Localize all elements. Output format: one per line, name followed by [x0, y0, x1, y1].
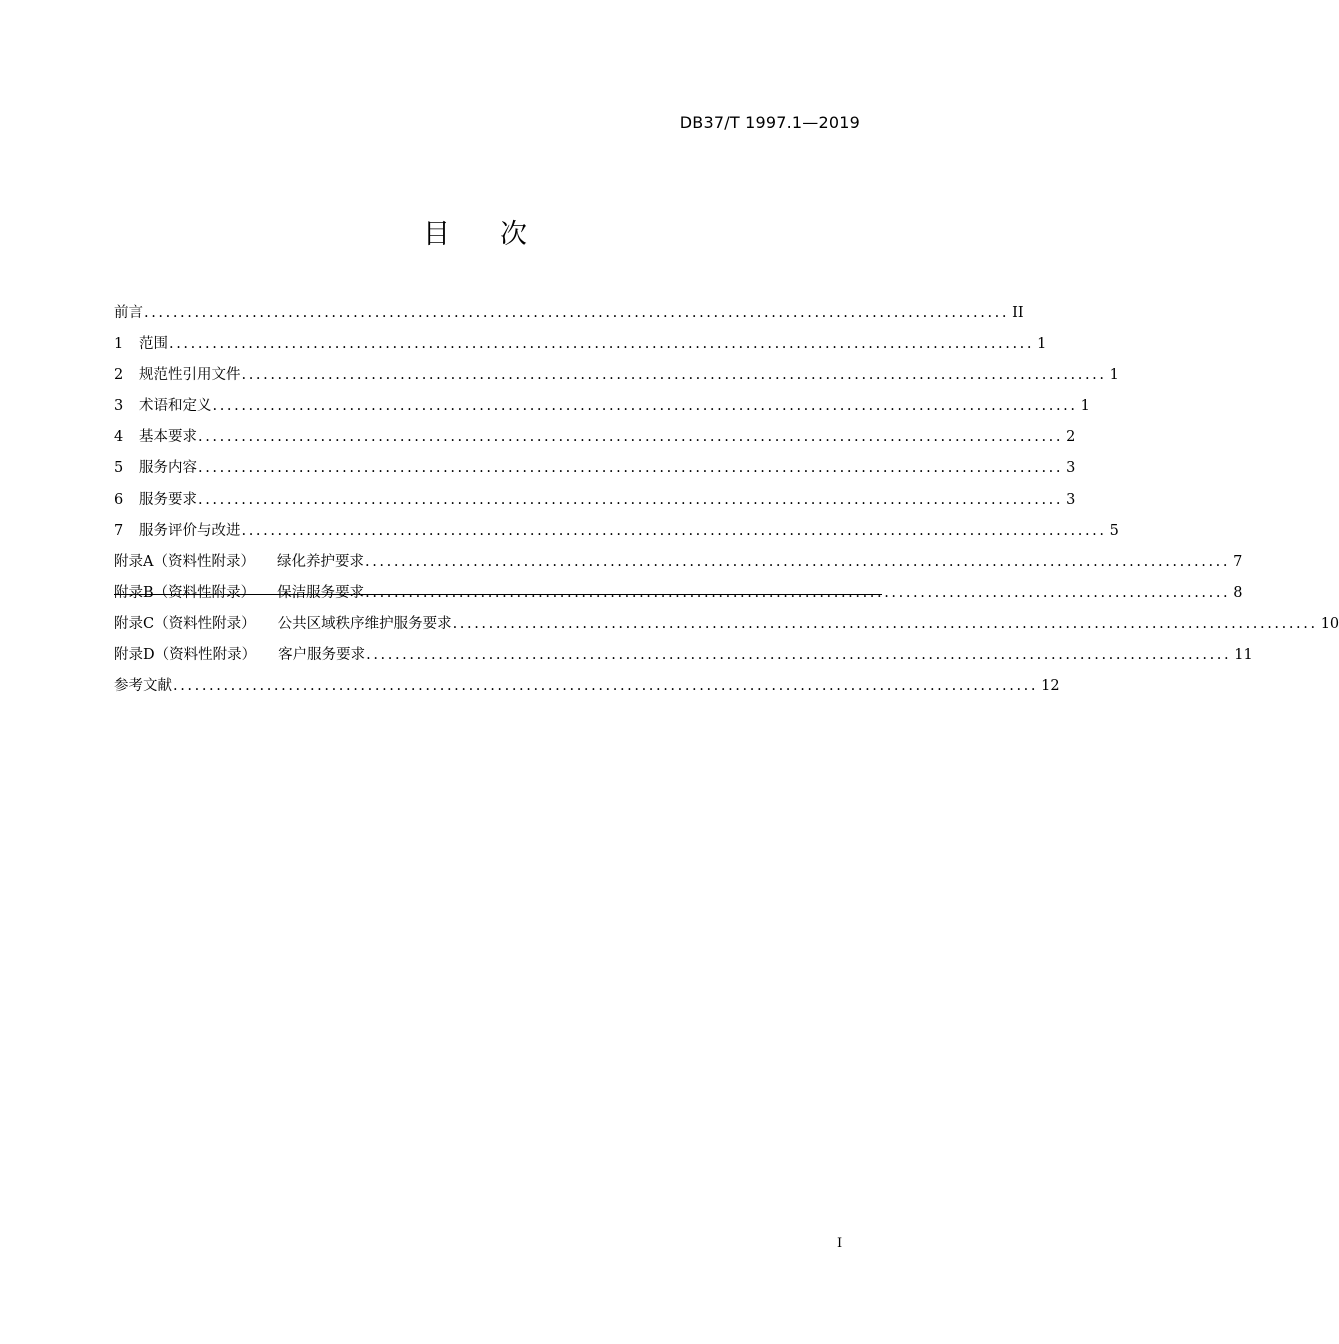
toc-leader-dots: ........................................................................................................................: [365, 584, 1231, 601]
toc-entry-label: 术语和定义: [139, 398, 212, 415]
toc-entry-7[interactable]: [114, 516, 1119, 547]
toc-entry-page: 11: [1234, 647, 1253, 664]
toc-entry-page: 7: [1233, 553, 1243, 570]
appendix-title: 保洁服务要求: [277, 584, 365, 601]
title-char-2: 次: [500, 219, 527, 250]
toc-entry-number: 1: [114, 336, 124, 353]
toc-entry-label: 规范性引用文件: [139, 367, 241, 384]
table-of-contents: [114, 298, 1339, 702]
appendix-title: 绿化养护要求: [276, 553, 364, 570]
toc-entry-page: 8: [1233, 584, 1243, 601]
page-number: I: [837, 1236, 843, 1251]
toc-entry-label: 前言: [114, 305, 143, 321]
title-char-1: 目: [423, 219, 450, 250]
appendix-prefix: 附录C（资料性附录）: [114, 615, 256, 632]
toc-entry-references[interactable]: [114, 671, 1060, 702]
toc-entry-label: 范围: [139, 336, 168, 353]
toc-entry-5[interactable]: [114, 453, 1076, 484]
toc-entry-page: 2: [1066, 429, 1076, 446]
toc-entry-page: 12: [1041, 678, 1060, 695]
toc-entry-3[interactable]: [114, 391, 1090, 422]
appendix-prefix: 附录A（资料性附录）: [114, 553, 255, 570]
toc-entry-1[interactable]: [114, 329, 1047, 360]
toc-leader-dots: ........................................................................................................................: [198, 460, 1064, 477]
horizontal-rule: [114, 594, 882, 595]
toc-entry-number: 7: [114, 522, 124, 539]
appendix-prefix: 附录B（资料性附录）: [114, 584, 256, 601]
toc-entry-label: [114, 609, 452, 640]
standard-code: DB37/T 1997.1—2019: [679, 113, 860, 132]
toc-entry-number: 5: [114, 460, 124, 477]
toc-entry-number: 3: [114, 398, 124, 415]
toc-entry-appendix-d[interactable]: [114, 640, 1253, 671]
toc-leader-dots: ........................................................................................................................: [452, 615, 1318, 632]
toc-entry-number: 4: [114, 429, 124, 446]
toc-entry-page: 3: [1066, 460, 1076, 477]
toc-leader-dots: ........................................................................................................................: [198, 491, 1064, 508]
toc-entry-label: [114, 640, 365, 671]
appendix-title: 客户服务要求: [278, 647, 366, 664]
toc-entry-number: 2: [114, 367, 124, 384]
appendix-prefix: 附录D（资料性附录）: [114, 647, 257, 664]
toc-entry-label: 服务要求: [139, 491, 197, 508]
toc-entry-page: 10: [1320, 615, 1339, 632]
page-title: [0, 212, 950, 251]
toc-entry-label: 参考文献: [114, 678, 172, 695]
toc-entry-page: 1: [1080, 398, 1090, 415]
toc-entry-4[interactable]: [114, 422, 1076, 453]
toc-entry-appendix-a[interactable]: [114, 547, 1243, 578]
toc-entry-appendix-c[interactable]: [114, 609, 1339, 640]
toc-entry-2[interactable]: [114, 360, 1119, 391]
toc-leader-dots: ........................................................................................................................: [144, 305, 1010, 321]
toc-leader-dots: ........................................................................................................................: [364, 553, 1231, 570]
toc-entry-6[interactable]: [114, 485, 1076, 516]
toc-leader-dots: ........................................................................................................................: [169, 336, 1035, 353]
toc-entry-label: 服务内容: [139, 460, 197, 477]
toc-entry-page: II: [1012, 305, 1024, 321]
toc-entry-page: 5: [1109, 522, 1119, 539]
toc-leader-dots: ........................................................................................................................: [173, 678, 1039, 695]
appendix-title: 公共区域秩序维护服务要求: [277, 615, 452, 632]
toc-entry-page: 1: [1109, 367, 1119, 384]
toc-entry-label: 服务评价与改进: [139, 522, 241, 539]
toc-entry-page: 3: [1066, 491, 1076, 508]
toc-leader-dots: ........................................................................................................................: [366, 647, 1232, 664]
toc-entry-page: 1: [1037, 336, 1047, 353]
toc-leader-dots: ........................................................................................................................: [198, 429, 1064, 446]
toc-leader-dots: ........................................................................................................................: [212, 398, 1078, 415]
toc-leader-dots: ........................................................................................................................: [241, 522, 1107, 539]
toc-entry-label: 基本要求: [139, 429, 197, 446]
toc-leader-dots: ........................................................................................................................: [241, 367, 1107, 384]
toc-entry-number: 6: [114, 491, 124, 508]
toc-entry-preface[interactable]: [114, 298, 1024, 329]
toc-entry-label: [114, 547, 364, 578]
